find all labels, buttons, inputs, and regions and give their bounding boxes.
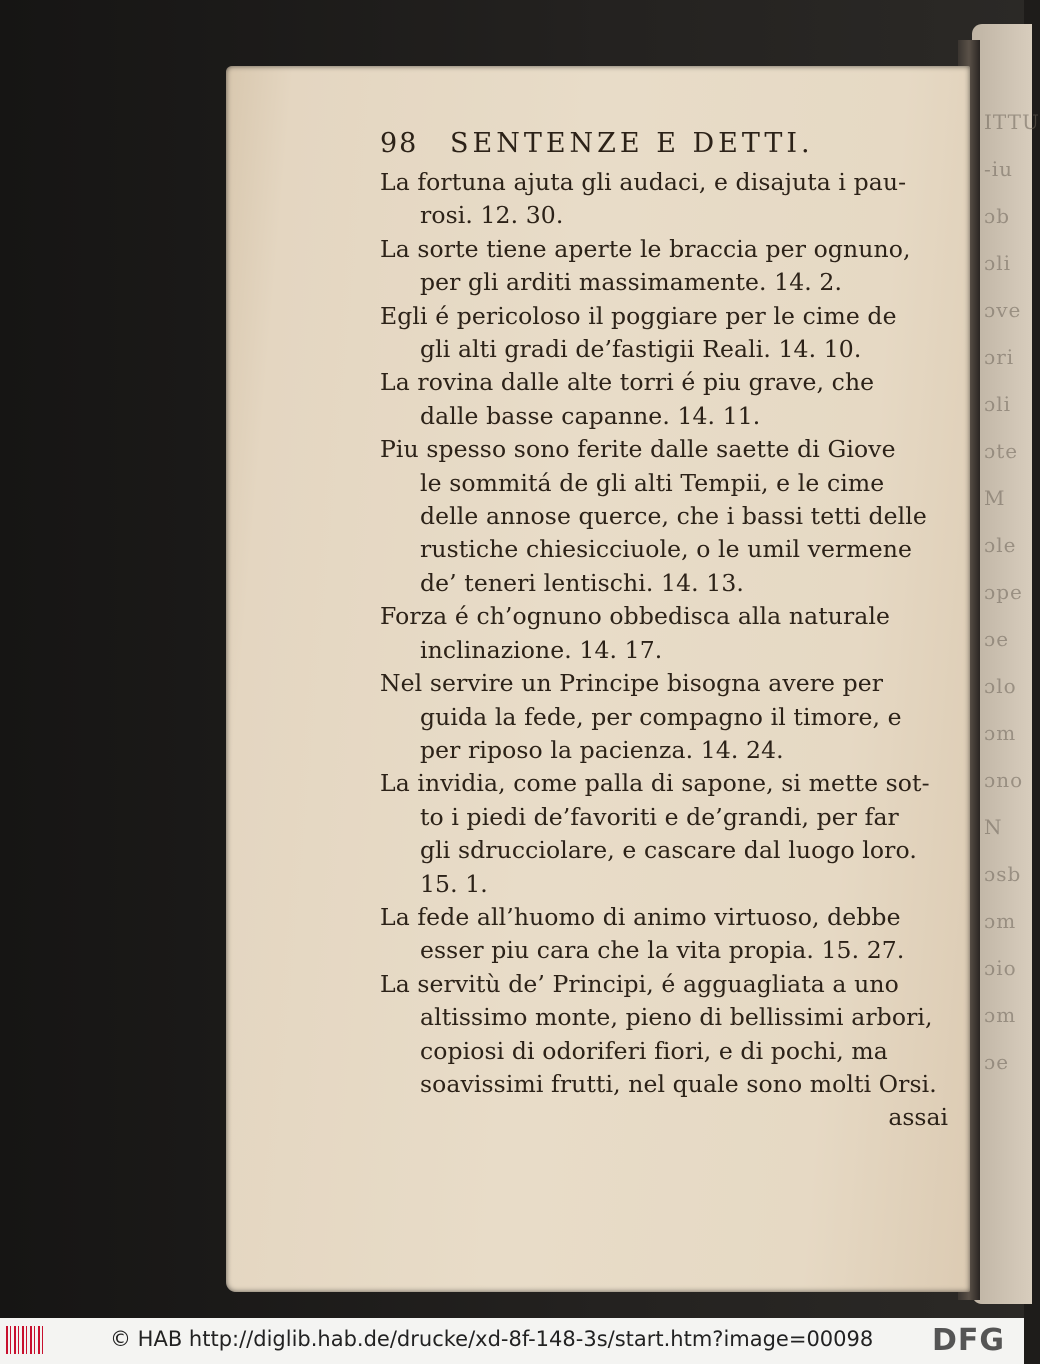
neighbor-fragment: N [984,815,1003,839]
neighbor-fragment: ɔri [984,345,1015,369]
sentence-entry [380,968,950,1102]
neighbor-fragment: ɔno [984,768,1024,792]
entry-continuation-line: guida la fede, per compagno il timore, e [420,702,902,731]
entry-continuation-line: 15. 1. [420,869,488,898]
entry-first-line: Forza é ch’ognuno obbedisca alla naturale [380,602,891,631]
entry-continuation-line: per gli arditi massimamente. 14. 2. [420,268,843,297]
entry-continuation-line: delle annose querce, che i bassi tetti delle [420,502,927,531]
barcode-icon [6,1326,46,1354]
neighbor-fragment: ɔm [984,1003,1017,1027]
page-number: 98 [380,128,419,159]
neighbor-fragment: ɔb [984,204,1011,228]
entry-first-line: La fede all’huomo di animo virtuoso, debbe [380,902,901,931]
entry-first-line: Piu spesso sono ferite dalle saette di Giove [380,435,896,464]
sentence-entry [380,901,950,968]
neighbor-fragment: ɔio [984,956,1017,980]
neighbor-fragment: ɔm [984,909,1017,933]
entry-continuation-line: to i piedi de’favoriti e de’grandi, per far [420,802,899,831]
entry-first-line: La sorte tiene aperte le braccia per ognuno, [380,234,911,263]
neighbor-fragment: ɔle [984,533,1017,557]
neighbor-fragment: ɔlo [984,674,1017,698]
dfg-logo: DFG [932,1323,1006,1358]
entry-first-line: La servitù de’ Principi, é agguagliata a uno [380,969,899,998]
entry-continuation-line: esser piu cara che la vita propia. 15. 27. [420,936,905,965]
sentence-entry [380,166,950,233]
catchword: assai [888,1103,948,1132]
sentence-entry [380,600,950,667]
neighbor-fragment: ɔpe [984,580,1023,604]
footer-bar [0,1318,1024,1364]
sentence-entry [380,233,950,300]
entry-continuation-line: rosi. 12. 30. [420,201,564,230]
sentence-entry [380,433,950,600]
page-text [380,128,950,1134]
entry-first-line: La fortuna ajuta gli audaci, e disajuta i pau- [380,168,907,196]
neighbor-fragment: ITTU [984,110,1040,134]
entry-continuation-line: per riposo la pacienza. 14. 24. [420,735,784,764]
entry-continuation-line: inclinazione. 14. 17. [420,635,663,664]
entry-continuation-line: le sommitá de gli alti Tempii, e le cime [420,468,885,497]
entry-first-line: La invidia, come palla di sapone, si mette sot- [380,769,930,798]
copyright-url[interactable]: © HAB http://diglib.hab.de/drucke/xd-8f-148-3s/start.htm?image=00098 [110,1327,874,1351]
entry-continuation-line: copiosi di odoriferi fiori, e di pochi, ma [420,1036,888,1065]
sentence-entry [380,667,950,767]
neighbor-fragment: ɔe [984,1050,1010,1074]
sentence-entry [380,366,950,433]
neighbor-fragment: ɔte [984,439,1019,463]
entry-first-line: La rovina dalle alte torri é piu grave, che [380,368,875,397]
neighbor-fragment: ɔli [984,392,1011,416]
neighbor-fragment: -iu [984,157,1014,181]
page-header [380,128,950,166]
entry-continuation-line: gli sdrucciolare, e cascare dal luogo loro. [420,836,917,865]
sentence-entry [380,767,950,901]
entry-continuation-line: altissimo monte, pieno di bellissimi arbori, [420,1003,933,1032]
neighbor-fragment: ɔve [984,298,1022,322]
entry-first-line: Nel servire un Principe bisogna avere per [380,669,884,698]
neighbor-fragment: ɔsb [984,862,1022,886]
entry-continuation-line: de’ teneri lentischi. 14. 13. [420,568,744,597]
entry-first-line: Egli é pericoloso il poggiare per le cime de [380,301,897,330]
neighbor-fragment: ɔe [984,627,1010,651]
entry-continuation-line: rustiche chiesicciuole, o le umil vermene [420,535,913,564]
running-title: SENTENZE E DETTI. [450,128,814,159]
sentence-list [380,166,950,1101]
sentence-entry [380,300,950,367]
neighbor-fragment: M [984,486,1006,510]
entry-continuation-line: dalle basse capanne. 14. 11. [420,401,761,430]
neighbor-fragment: ɔli [984,251,1011,275]
entry-continuation-line: soavissimi frutti, nel quale sono molti Orsi. [420,1069,937,1098]
entry-continuation-line: gli alti gradi de’fastigii Reali. 14. 10. [420,335,862,364]
neighbor-fragment: ɔm [984,721,1017,745]
